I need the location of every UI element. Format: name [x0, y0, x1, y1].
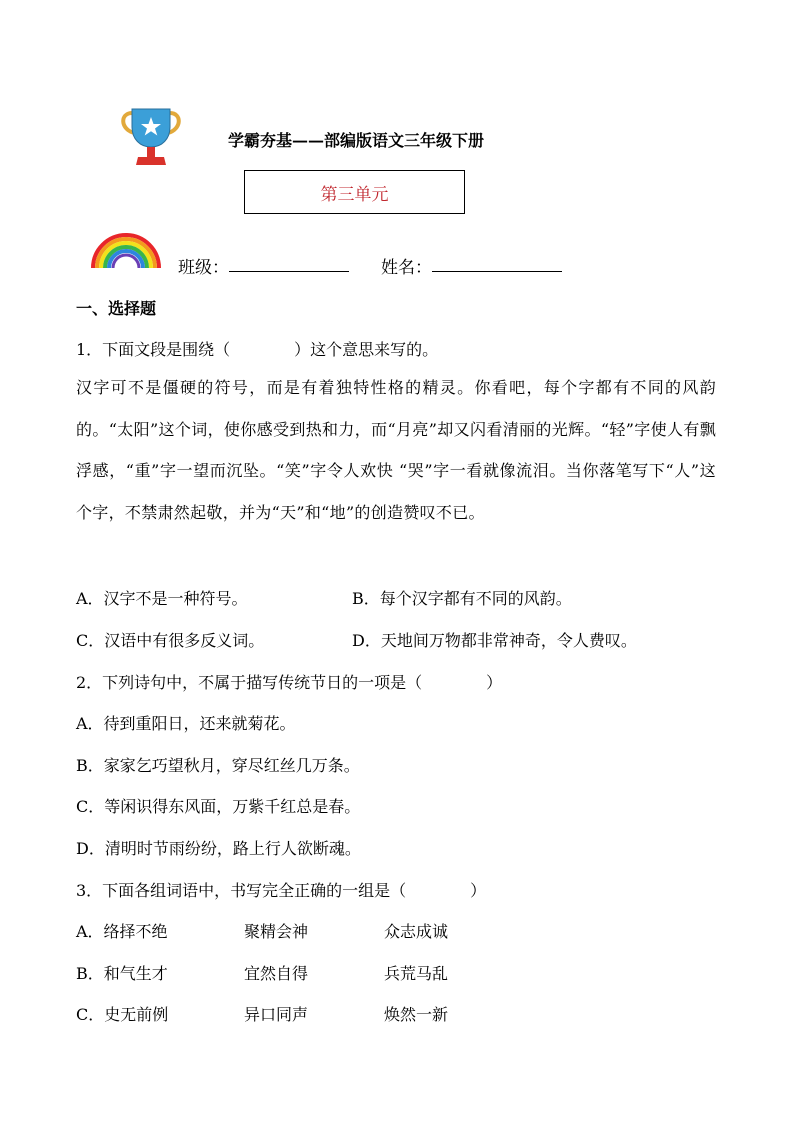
question-1-passage: 汉字可不是僵硬的符号，而是有着独特性格的精灵。你看吧，每个字都有不同的风韵的。“太阳”这个词，使你感受到热和力，而“月亮”却又闪看清丽的光辉。“轻”字使人有飘浮感，“重”字一望而沉坠。“笑”字令人欢快 “哭”字一看就像流泪。当你落笔写下“人”这个字，不禁肃然起敬，并为“天”和“地”的创造赞叹不已。: [76, 378, 716, 522]
rainbow-icon: [90, 232, 162, 268]
question-3-option-a-word-3: 众志成诚: [384, 922, 449, 941]
question-2-option-b[interactable]: B．家家乞巧望秋月，穿尽红丝几万条。: [76, 756, 360, 775]
question-3-option-b-word-3: 兵荒马乱: [384, 964, 449, 983]
question-3-stem: 3．下面各组词语中，书写完全正确的一组是（ ）: [76, 881, 487, 900]
question-1-option-c[interactable]: C．汉语中有很多反义词。: [76, 631, 265, 650]
question-1-option-a[interactable]: A．汉字不是一种符号。: [76, 589, 248, 608]
question-3-option-a[interactable]: A．络择不绝: [76, 922, 168, 941]
class-label: 班级：: [178, 258, 229, 278]
name-label: 姓名：: [381, 258, 432, 278]
question-3-option-c-word-3: 焕然一新: [384, 1005, 449, 1024]
name-field[interactable]: [432, 253, 562, 272]
section-title: 一、选择题: [76, 299, 157, 318]
question-3-option-a-word-2: 聚精会神: [244, 922, 309, 941]
trophy-icon: [118, 107, 184, 169]
question-3-option-b[interactable]: B．和气生才: [76, 964, 168, 983]
class-field[interactable]: [229, 253, 349, 272]
question-1-option-d[interactable]: D．天地间万物都非常神奇，令人费叹。: [352, 631, 637, 650]
question-2-stem: 2．下列诗句中，不属于描写传统节日的一项是（ ）: [76, 673, 503, 692]
document-title: 学霸夯基——部编版语文三年级下册: [228, 131, 485, 150]
question-2-option-d[interactable]: D．清明时节雨纷纷，路上行人欲断魂。: [76, 839, 361, 858]
unit-title-box: [244, 170, 465, 214]
question-1-stem: 1．下面文段是围绕（ ）这个意思来写的。: [76, 340, 439, 359]
unit-title: 第三单元: [320, 184, 389, 205]
student-info-row: [178, 253, 562, 278]
question-2-option-a[interactable]: A．待到重阳日，还来就菊花。: [76, 714, 296, 733]
question-1-option-b[interactable]: B．每个汉字都有不同的风韵。: [352, 589, 572, 608]
question-2-option-c[interactable]: C．等闲识得东风面，万紫千红总是春。: [76, 797, 361, 816]
question-3-option-b-word-2: 宜然自得: [244, 964, 309, 983]
question-3-option-c[interactable]: C．史无前例: [76, 1005, 169, 1024]
question-3-option-c-word-2: 异口同声: [244, 1005, 309, 1024]
